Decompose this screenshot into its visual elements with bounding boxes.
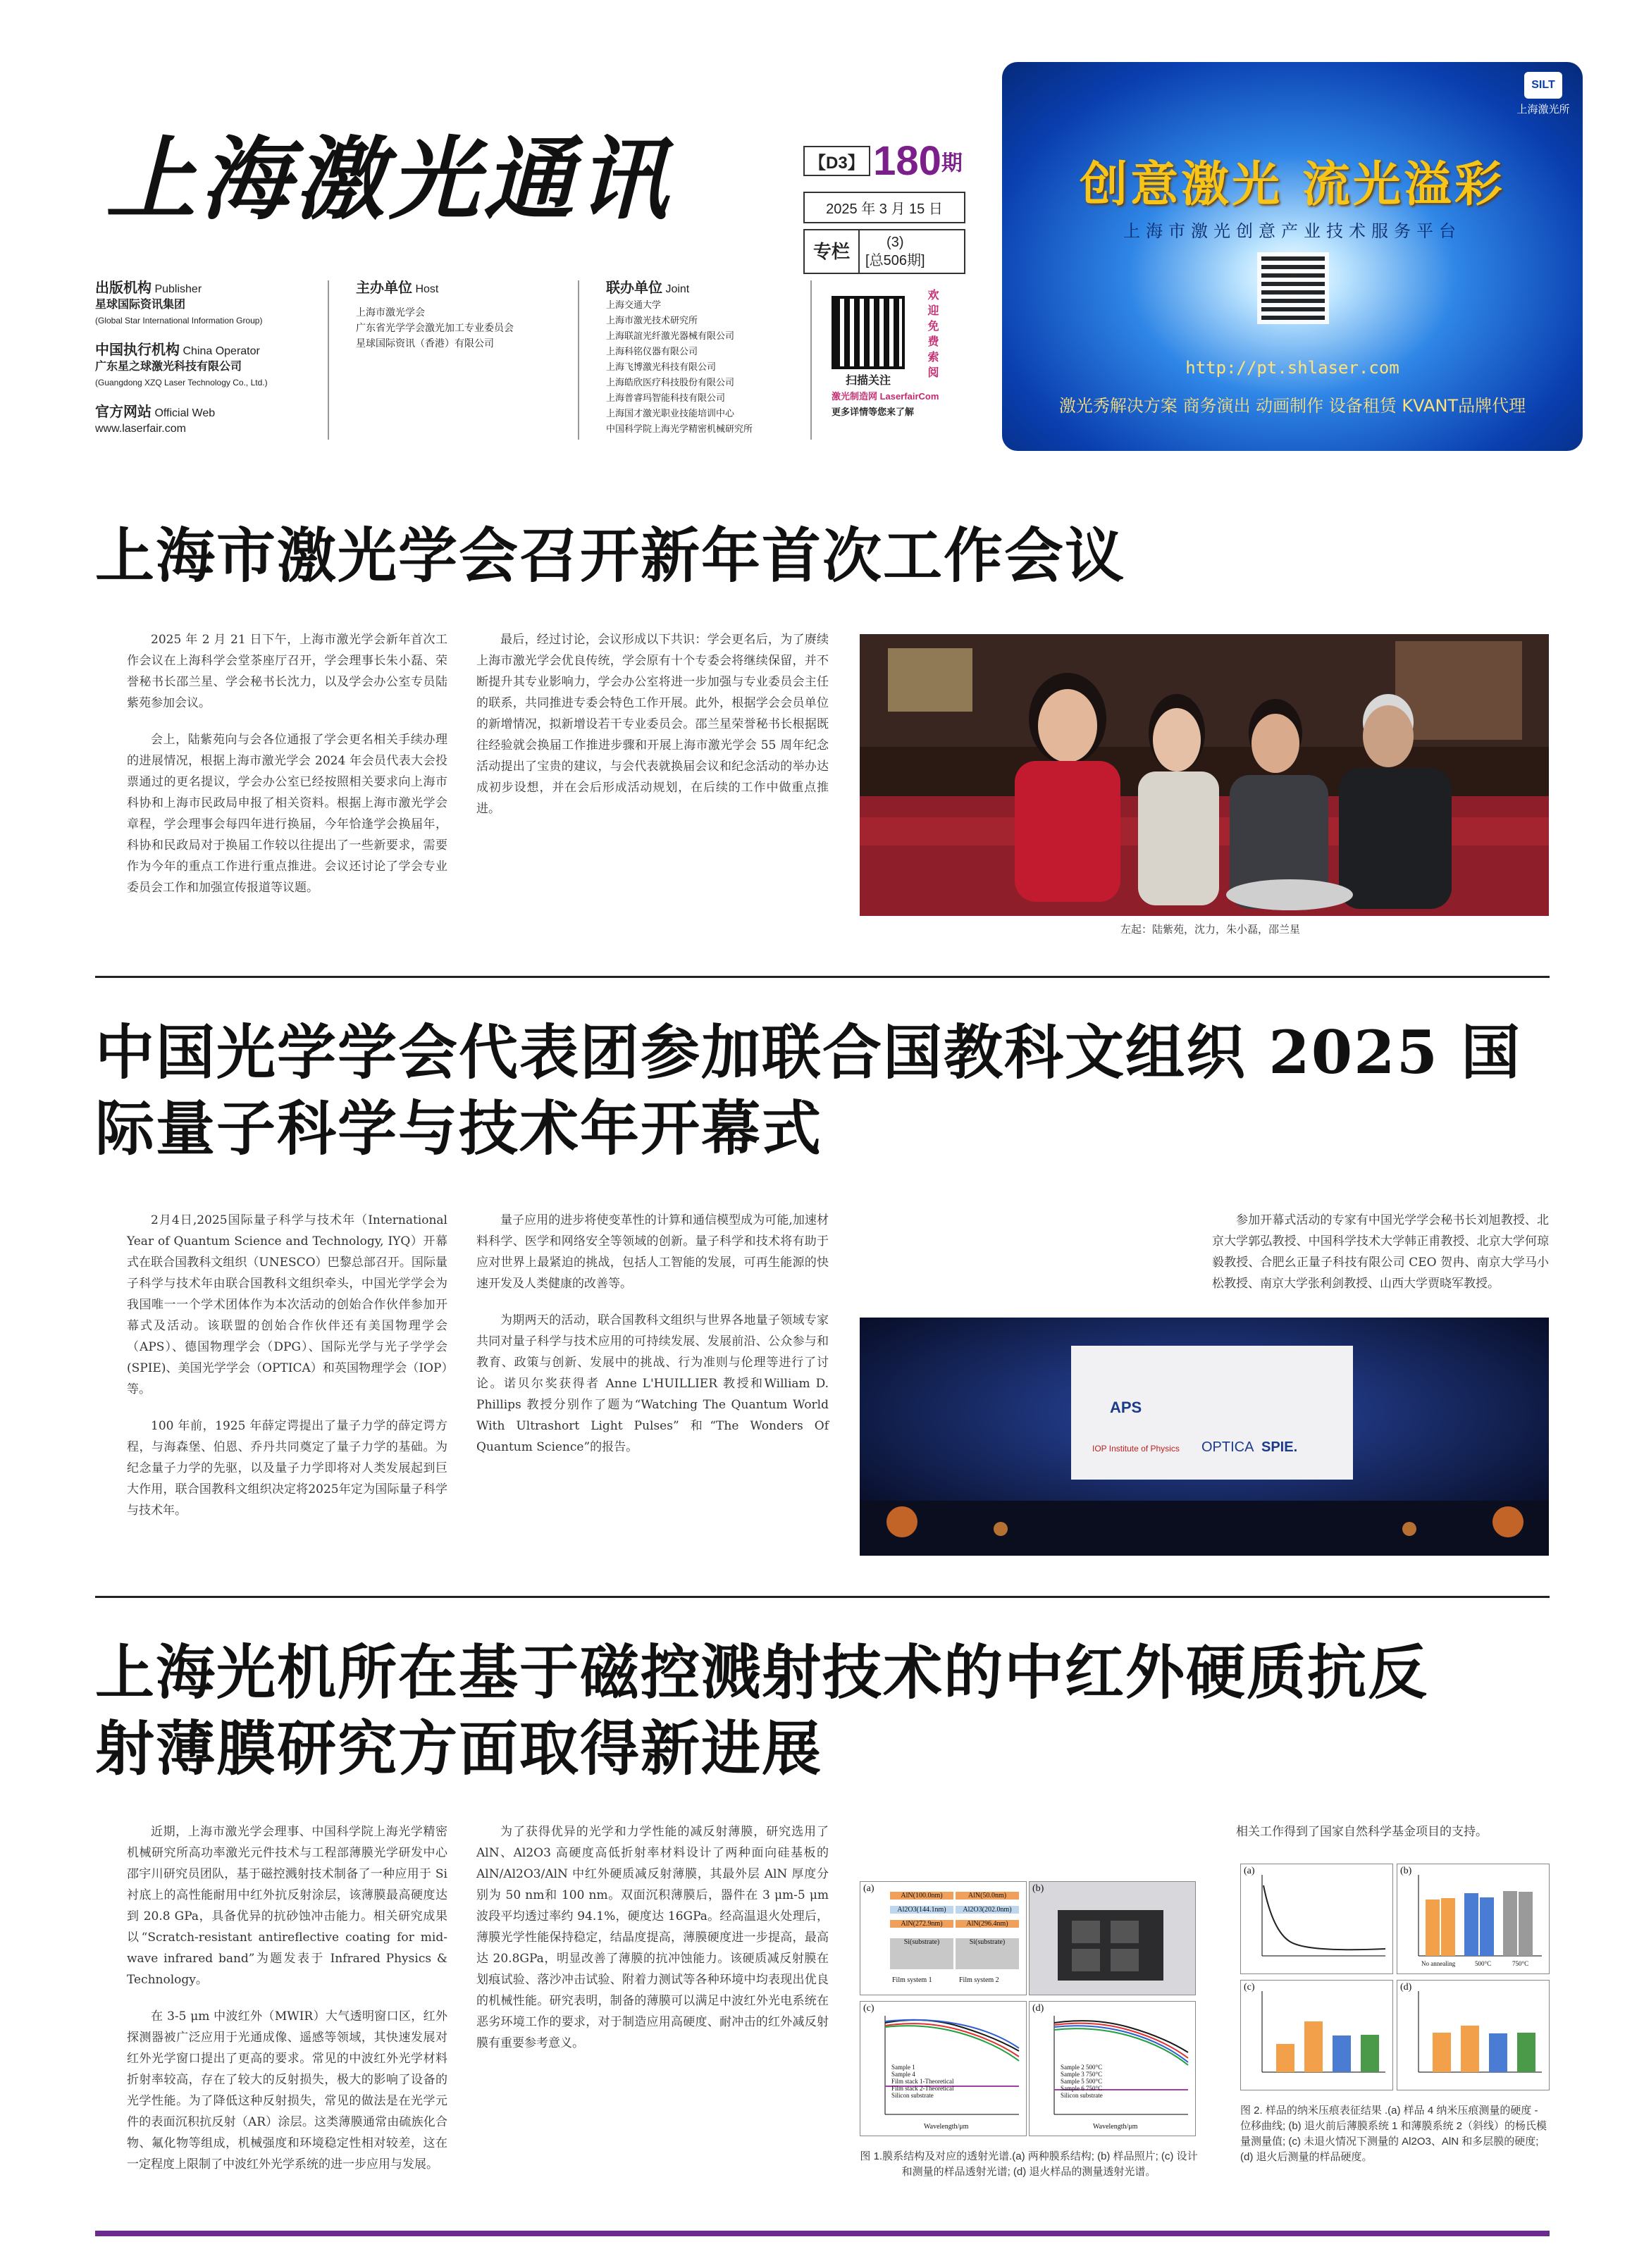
issue-date: 2025 年 3 月 15 日 <box>803 192 965 223</box>
section-divider <box>95 976 1550 978</box>
banner-ad[interactable] <box>1002 62 1583 451</box>
article1-column2: 最后，经过讨论，会议形成以下共识：学会更名后，为了赓续上海市激光学会优良传统，学会原有十个专委会将继续保留，并不断提升其专业影响力，学会办公室将进一步加强与专业委员会主任的联系，共同推进专委会特色工作开展。此外，根据学会会员单位的新增情况，拟新增设若干专业委员会。邵兰星荣誉秘书长根据既往经验就会换届工作推进步骤和开展上海市激光学会 55 周年纪念活动提出了宝贵的建议，与会代表就换届会议和纪念活动的举办达成初步设想，并在会后形成活动规划，在后续的工作中做重点推进。 <box>476 633 829 816</box>
newspaper-logo: 上海激光通讯 <box>106 127 673 233</box>
banner-services: 激光秀解决方案 商务演出 动画制作 设备租赁 KVANT品牌代理 <box>1058 396 1526 416</box>
joint-item: 上海国才激光职业技能培训中心 <box>606 408 735 419</box>
fig1-panel-a: (a) AlN(100.0nm) Al2O3(144.1nm) AlN(272.9nm) Si(substrate) AlN(50.0nm) Al2O3(202.0nm) AlN(296.4nm) Si(substrate) Film system 1 Film system 2 <box>860 1881 1027 1995</box>
banner-qr-code-icon <box>1257 252 1329 324</box>
figure1-caption: 图 1.膜系结构及对应的透射光谱.(a) 两种膜系结构; (b) 样品照片; (c) 设计和测量的样品透射光谱; (d) 退火样品的测量透射光谱。 <box>860 2150 1198 2178</box>
article2-column4: 参加开幕式活动的专家有中国光学学会秘书长刘旭教授、北京大学郭弘教授、中国科学技术大学韩正甫教授、北京大学何琼毅教授、合肥幺正量子科技有限公司 CEO 贺冉、南京大学马小松教授、南京大学张利剑教授、山西大学贾晓军教授。 <box>1212 1213 1549 1291</box>
issue-suffix: 期 <box>941 151 963 175</box>
silt-caption: 上海激光所 <box>1516 104 1570 116</box>
free-copy-label: 欢迎免费索阅 <box>926 289 939 382</box>
fig1-panel-c: (c) Sample 1 Sample 4 Film stack 1-Theoretical Film stack 2-Theoretical Silicon substrate Wavelength/μm <box>860 2001 1027 2136</box>
joint-item: 上海飞博激光科技有限公司 <box>606 361 717 372</box>
column-number: (3) <box>886 235 904 250</box>
fig2-panel-d: (d) <box>1397 1980 1550 2090</box>
unesco-event-photo <box>860 1318 1549 1556</box>
article1-column1: 2025 年 2 月 21 日下午，上海市激光学会新年首次工作会议在上海科学会堂茶座厅召开，学会理事长朱小磊、荣誉秘书长邵兰星、学会秘书长沈力，以及学会办公室专员陆紫苑参加会议。 会上，陆紫苑向与会各位通报了学会更名相关手续办理的进展情况，根据上海市激光学会 2024 年会员代表大会投票通过的更名提议，学会办公室已经按照相关要求向上海市科协和上海市民政局申报了相关资料。根据上海市激光学会章程，学会理事会每四年进行换届，今年恰逢学会换届年，科协和民政局对于换届工作较以往提出了一些新要求，需要作为今年的重点工作进行重点推进。会议还讨论了学会专业委员会工作和加强宣传报道等议题。 <box>127 633 447 895</box>
divider <box>810 280 812 440</box>
joint-item: 上海联誼光纤激光器械有限公司 <box>606 330 735 341</box>
screen-logo-spie: SPIE. <box>1261 1439 1298 1455</box>
screen-logo-aps: APS <box>1110 1399 1142 1416</box>
issue-box <box>803 137 965 274</box>
joint-item: 上海皓欣医疗科技股份有限公司 <box>606 377 735 388</box>
divider <box>328 280 329 440</box>
issue-tag: 【D3】 <box>803 146 870 176</box>
official-web-link[interactable]: www.laserfair.com <box>95 423 186 435</box>
fig1-panel-b: (b) <box>1029 1881 1196 1995</box>
issue-number: 180 <box>873 138 941 184</box>
host-item: 广东省光学学会激光加工专业委员会 <box>356 322 514 333</box>
banner-title: 创意激光 流光溢彩 <box>1080 157 1505 213</box>
article3-title: 上海光机所在基于磁控溅射技术的中红外硬质抗反 射薄膜研究方面取得新进展 <box>95 1637 1429 1783</box>
article3-column1: 近期，上海市激光学会理事、中国科学院上海光学精密机械研究所高功率激光元件技术与工程部薄膜光学研发中心邵宇川研究员团队，基于磁控溅射技术制备了一种应用于 Si 衬底上的高性能耐用中红外抗反射涂层，该薄膜最高硬度达到 20.8 GPa，具备优异的抗砂蚀冲击能力。相关研究成果以“Scratch-resistant antireflective coating for mid-wave infrared band”为题发表于 Infrared Physics & Technology。 在 3-5 μm 中波红外（MWIR）大气透明窗口区，红外探测器被广泛应用于光通成像、遥感等领域，其快速发展对红外光学窗口提出了更高的要求。常见的中波红外光学材料折射率较高，存在了较大的反射损失，极大的影响了设备的光学性能。为了降低这种反射损失，常见的做法是在光学元件的表面沉积抗反射（AR）涂层。这类薄膜通常由硫族化合物、氟化物等组成，机械强度和环境稳定性相对较差，这在一定程度上限制了中波红外光学系统的进一步应用与发展。 <box>127 1825 447 2171</box>
total-issue: [总506期] <box>865 253 925 268</box>
article3-column4: 相关工作得到了国家自然科学基金项目的支持。 <box>1236 1825 1488 1839</box>
host-block: 主办单位 Host 上海市激光学会 广东省光学学会激光加工专业委员会 星球国际资讯（香港）有限公司 <box>356 280 567 351</box>
figure1 <box>860 1881 1198 2149</box>
joint-item: 上海市激光技术研究所 <box>606 315 698 326</box>
figure2 <box>1240 1864 1550 2096</box>
publisher-block: 出版机构 Publisher 星球国际资讯集团 (Global Star International Information Group) 中国执行机构 China Operator 广东星之球激光科技有限公司 (Guangdong XZQ Laser Technology Co., Ltd.) 官方网站 Official Web www.laserfair.com <box>95 280 321 437</box>
fig2-panel-c: (c) <box>1240 1980 1393 2090</box>
figure2-caption: 图 2. 样品的纳米压痕表征结果 .(a) 样品 4 纳米压痕测量的硬度 - 位移曲线; (b) 退火前后薄膜系统 1 和薄膜系统 2（斜线）的杨氏模量测量值; (c) 未退火情况下测量的 Al2O3、AlN 和多层膜的硬度; (d) 退火后测量的样品硬度。 <box>1240 2105 1547 2163</box>
joint-item: 中国科学院上海光学精密机械研究所 <box>606 423 753 434</box>
meeting-photo <box>860 634 1549 916</box>
banner-url[interactable]: http://pt.shlaser.com <box>1185 358 1399 378</box>
article1-title: 上海市激光学会召开新年首次工作会议 <box>95 521 1126 590</box>
article2-title: 中国光学学会代表团参加联合国教科文组织 2025 国 际量子科学与技术年开幕式 <box>95 1017 1522 1163</box>
column-label: 专栏 <box>805 230 860 273</box>
screen-logo-iop: IOP Institute of Physics <box>1092 1444 1180 1454</box>
qr-code-icon[interactable] <box>832 296 905 369</box>
screen-logo-optica: OPTICA <box>1201 1439 1254 1455</box>
section-divider <box>95 1596 1550 1598</box>
joint-item: 上海普睿玛智能科技有限公司 <box>606 392 726 403</box>
banner-subtitle: 上海市激光创意产业技术服务平台 <box>1123 221 1461 241</box>
fig1-panel-d: (d) Sample 2 500°C Sample 3 750°C Sample 5 500°C Sample 6 750°C Silicon substrate Wavelength/μm <box>1029 2001 1196 2136</box>
article3-column2: 为了获得优异的光学和力学性能的减反射薄膜，研究选用了 AlN、Al2O3 高硬度高低折射率材料设计了两种面向硅基板的 AlN/Al2O3/AlN 中红外硬质减反射薄膜，其最外层 AlN 厚度分别为 50 nm和 100 nm。双面沉积薄膜后，器件在 3 μm-5 μm 波段平均透过率约 94.1%，硬度达 16GPa。经高温退火处理后，薄膜光学性能保持稳定，结晶度提高，薄膜硬度进一步提高，最高达 20.8GPa，明显改善了薄膜的抗冲蚀能力。该硬质减反射膜在划痕试验、落沙冲击试验、附着力测试等各种环境中均表现出优良的机械性能。研究表明，制备的薄膜可以满足中波红外光电系统在恶劣环境工作的要求，对于制造应用高硬度、耐冲击的红外减反射膜有重要参考意义。 <box>476 1825 829 2050</box>
divider <box>578 280 579 440</box>
host-item: 上海市激光学会 <box>356 306 425 318</box>
fig2-panel-b: (b) No annealing 500°C 750°C <box>1397 1864 1550 1974</box>
silt-logo: SILT 上海激光所 <box>1515 72 1571 121</box>
joint-block: 联办单位 Joint 上海交通大学 上海市激光技术研究所 上海联誼光纤激光器械有限公司 上海科铭仪器有限公司 上海飞博激光科技有限公司 上海皓欣医疗科技股份有限公司 上海普睿玛智能科技有限公司 上海国才激光职业技能培训中心 中国科学院上海光学精密机械研究所 <box>606 280 810 437</box>
article2-column1: 2月4日,2025国际量子科学与技术年（International Year of Quantum Science and Technology, IYQ）开幕式在联合国教科文组织（UNESCO）巴黎总部召开。国际量子科学与技术年由联合国教科文组织牵头，中国光学学会为我国唯一一个学术团体作为本次活动的创始合作伙伴参加开幕式及活动。该联盟的创始合作伙伴还有美国物理学会（APS）、德国物理学会（DPG）、国际光学与光子学学会(SPIE)、美国光学学会（OPTICA）和英国物理学会（IOP）等。 100 年前，1925 年薛定谔提出了量子力学的薛定谔方程，与海森堡、伯恩、乔丹共同奠定了量子力学的基础。为纪念量子力学的先驱，以及量子力学即将对人类发展起到巨大作用，联合国教科文组织决定将2025年定为国际量子科学与技术年。 <box>127 1213 447 1518</box>
footer-rule <box>95 2231 1550 2236</box>
joint-item: 上海交通大学 <box>606 299 662 310</box>
meeting-photo-caption: 左起：陆紫苑，沈力，朱小磊，邵兰星 <box>1120 924 1301 936</box>
host-item: 星球国际资讯（香港）有限公司 <box>356 337 494 349</box>
qr-block[interactable]: 欢迎免费索阅 扫描关注 激光制造网 LaserfairCom 更多详情等您来了解 <box>832 289 939 417</box>
joint-item: 上海科铭仪器有限公司 <box>606 346 698 357</box>
fig2-panel-a: (a) <box>1240 1864 1393 1974</box>
article2-column2: 量子应用的进步将使变革性的计算和通信模型成为可能,加速材料科学、医学和网络安全等领域的创新。量子科学和技术将有助于应对世界上最紧迫的挑战，包括人工智能的发展，可再生能源的快速开发及人类健康的改善等。 为期两天的活动，联合国教科文组织与世界各地量子领域专家共同对量子科学与技术应用的可持续发展、发展前沿、公众参与和教育、政策与创新、发展中的挑战、行为准则与伦理等进行了讨论。诺贝尔奖获得者 Anne L'HUILLIER 教授和William D. Phillips 教授分别作了题为“Watching The Quantum World With Ultrashort Light Pulses” 和“The Wonders Of Quantum Science”的报告。 <box>476 1213 829 1454</box>
